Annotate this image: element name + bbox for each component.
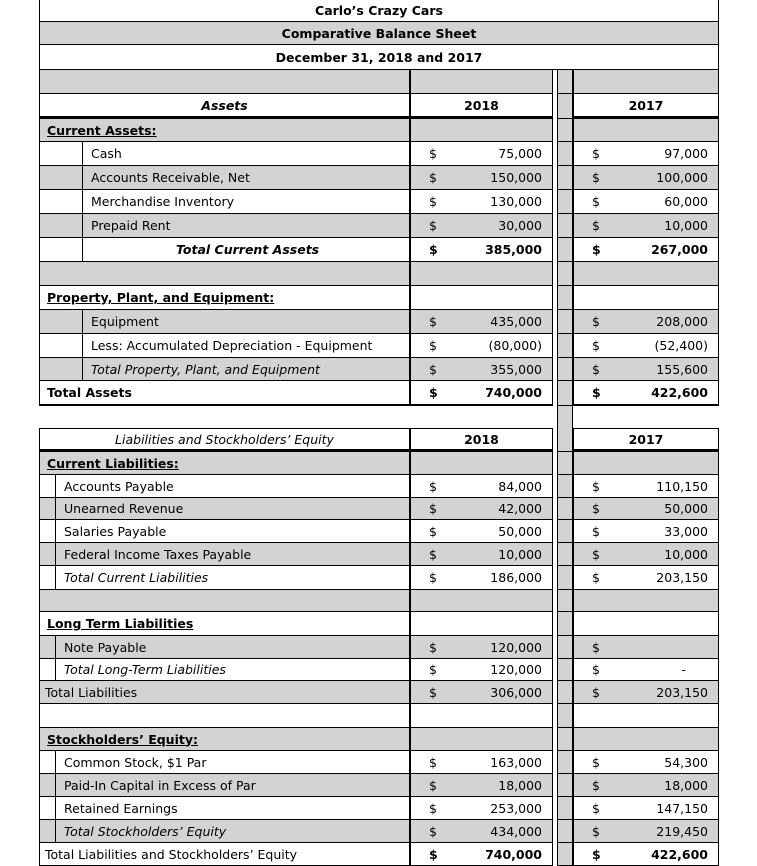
value-2017: 155,600 [656,361,708,377]
table-row [0,142,757,166]
column-separator [557,214,573,238]
liabilities-col-2018 [410,428,553,452]
current-assets-heading [39,119,410,142]
value-2018-cell [410,334,553,358]
table-row [0,190,757,214]
column-separator-gap [557,406,573,428]
dollar-sign: $ [592,684,600,700]
value-2018-cell [410,681,553,704]
table-row [0,310,757,334]
row-label-cell [39,636,410,659]
dollar-sign: $ [592,478,600,494]
value-2017: 10,000 [664,218,708,233]
row-label-cell [39,520,410,543]
value-2018: (80,000) [488,338,542,353]
value-2017-cell [573,190,719,214]
value-2018-cell [410,190,553,214]
column-separator [557,190,573,214]
value-2018: 120,000 [490,639,542,655]
row-label: Common Stock, $1 Par [64,754,207,770]
value-2018-cell [410,166,553,190]
value-2017: 110,150 [656,478,708,494]
value-2018: 84,000 [498,478,542,494]
value-2018: 130,000 [490,194,542,209]
total-current-liabilities-row [0,566,757,590]
column-separator [557,797,573,820]
current-assets-heading-row [0,119,757,142]
row-label-cell [39,659,410,681]
table-row [0,334,757,358]
total-assets-row [0,381,757,406]
value-2017-cell [573,543,719,566]
assets-gray-spacer [0,70,757,94]
column-separator [557,475,573,498]
dollar-sign: $ [592,523,600,539]
value-2018-cell [410,797,553,820]
row-label: Note Payable [64,639,147,655]
long-term-heading-text: Long Term Liabilities [47,616,194,631]
value-2018-cell [410,498,553,520]
stockholders-equity-heading [39,728,410,751]
row-label: Unearned Revenue [64,501,184,516]
value-2018: 434,000 [490,823,542,839]
value-2018-cell [410,214,553,238]
value-2018-cell [410,774,553,797]
value-2017: 54,300 [664,754,708,770]
spacer-2018-cell [410,590,553,612]
dollar-sign: $ [429,846,438,862]
column-separator [557,381,573,406]
row-label-cell [39,381,410,406]
table-row [0,214,757,238]
dollar-sign: $ [429,823,437,839]
column-separator [557,94,573,119]
gray-spacer-row [0,590,757,612]
value-2017: - [681,662,686,677]
dollar-sign: $ [592,662,600,677]
long-term-heading-row [0,612,757,636]
row-label-cell [39,566,410,590]
value-2017-cell [573,843,719,866]
statement-date-text: December 31, 2018 and 2017 [275,49,483,65]
stockholders-equity-heading-text: Stockholders’ Equity: [47,731,198,747]
table-row [0,797,757,820]
column-separator [557,70,573,94]
column-separator [557,728,573,751]
spacer-2017-cell [573,262,719,286]
value-2017: 219,450 [656,823,708,839]
stockholders-equity-heading-row [0,728,757,751]
row-label: Prepaid Rent [91,218,171,233]
row-label-cell [39,358,410,381]
value-2017: 203,150 [656,684,708,700]
row-label-cell [39,820,410,843]
column-separator [557,612,573,636]
empty-2017-cell [573,728,719,751]
row-label: Less: Accumulated Depreciation - Equipment [91,338,373,353]
value-2017-cell [573,520,719,543]
assets-col-2018 [410,94,553,119]
value-2018: 150,000 [490,170,542,185]
statement-title [39,22,719,45]
col-2018-text: 2018 [464,97,499,113]
blank-label-cell [39,704,410,728]
column-separator [557,310,573,334]
column-separator [557,358,573,381]
col-2018-text: 2018 [464,431,499,447]
dollar-sign: $ [429,478,437,494]
total-long-term-row [0,659,757,681]
value-2018: 163,000 [490,754,542,770]
company-name-text: Carlo’s Crazy Cars [315,3,443,18]
dollar-sign: $ [429,146,437,161]
value-2017: 50,000 [664,501,708,516]
current-liabilities-heading [39,452,410,475]
value-2018: 385,000 [485,242,542,257]
row-label-cell [39,774,410,797]
row-label-cell [39,843,410,866]
dollar-sign: $ [429,777,437,793]
long-term-heading [39,612,410,636]
total-liabilities-equity-row [0,843,757,866]
row-label-cell [39,498,410,520]
statement-date [39,45,719,70]
column-separator [557,452,573,475]
empty-2018-cell [410,119,553,142]
dollar-sign: $ [592,639,600,655]
row-label-cell [39,751,410,774]
liabilities-col-2017 [573,428,719,452]
row-label-cell [39,238,410,262]
current-assets-heading-text: Current Assets: [47,122,157,138]
row-label: Cash [91,146,122,161]
value-2017: 18,000 [664,777,708,793]
liabilities-header-row [0,428,757,452]
row-label: Total Liabilities and Stockholders’ Equity [45,846,298,862]
col-2017-text: 2017 [628,431,664,447]
value-2018-cell [410,659,553,681]
column-separator [557,751,573,774]
value-2018-cell [410,751,553,774]
value-2018-cell [410,142,553,166]
row-label: Total Liabilities [45,684,138,700]
empty-2017-cell [573,452,719,475]
column-separator [557,520,573,543]
dollar-sign: $ [429,800,437,816]
dollar-sign: $ [429,523,437,539]
spacer-2018-cell [410,70,553,94]
column-separator [557,820,573,843]
dollar-sign: $ [592,570,600,585]
dollar-sign: $ [592,777,600,793]
value-2018: 10,000 [498,546,542,562]
column-separator [557,590,573,612]
value-2017: 97,000 [664,146,708,161]
dollar-sign: $ [429,662,437,677]
dollar-sign: $ [592,361,600,377]
blank-row [0,704,757,728]
row-label-cell [39,166,410,190]
row-label: Paid-In Capital in Excess of Par [64,777,256,793]
spacer-2017-cell [573,590,719,612]
dollar-sign: $ [429,754,437,770]
row-label: Total Stockholders’ Equity [64,823,227,839]
ppe-heading-text: Property, Plant, and Equipment: [47,290,275,305]
row-label: Retained Earnings [64,800,178,816]
value-2017-cell [573,774,719,797]
value-2018-cell [410,520,553,543]
value-2017: (52,400) [654,338,708,353]
value-2018: 740,000 [485,846,542,862]
current-liabilities-heading-row [0,452,757,475]
value-2017: 422,600 [651,385,708,400]
total-liabilities-row [0,681,757,704]
value-2017-cell [573,751,719,774]
col-2017-text: 2017 [628,97,664,113]
dollar-sign: $ [429,170,437,185]
column-separator [557,498,573,520]
row-label-cell [39,797,410,820]
table-row [0,166,757,190]
column-separator [557,774,573,797]
column-separator [557,636,573,659]
company-name [39,0,719,22]
value-2017: 208,000 [656,314,708,329]
value-2017: 60,000 [664,194,708,209]
row-label: Total Assets [47,385,132,400]
value-2017: 147,150 [656,800,708,816]
assets-header-row [0,94,757,119]
column-separator [557,681,573,704]
column-separator [557,286,573,310]
dollar-sign: $ [592,146,600,161]
empty-2018-cell [410,612,553,636]
table-row [0,636,757,659]
value-2017: 100,000 [656,170,708,185]
liabilities-heading [39,428,410,452]
blank-2018-cell [410,704,553,728]
value-2018: 740,000 [485,385,542,400]
row-label: Merchandise Inventory [91,194,235,209]
dollar-sign: $ [592,754,600,770]
row-label: Accounts Receivable, Net [91,170,250,185]
row-label-cell [39,214,410,238]
value-2017-cell [573,310,719,334]
empty-2017-cell [573,612,719,636]
dollar-sign: $ [592,823,600,839]
dollar-sign: $ [592,546,600,562]
column-separator [557,262,573,286]
value-2018: 120,000 [490,662,542,677]
value-2017-cell [573,238,719,262]
value-2017: 33,000 [664,523,708,539]
value-2017-cell [573,334,719,358]
gray-spacer-row [0,262,757,286]
spacer-label-cell [39,590,410,612]
value-2018-cell [410,238,553,262]
value-2018: 30,000 [498,218,542,233]
row-label: Accounts Payable [64,478,174,494]
value-2018: 50,000 [498,523,542,539]
row-label: Total Long-Term Liabilities [64,662,226,677]
value-2018: 253,000 [490,800,542,816]
value-2017-cell [573,797,719,820]
column-separator [557,659,573,681]
value-2017-cell [573,475,719,498]
ppe-heading-row [0,286,757,310]
dollar-sign: $ [592,846,601,862]
value-2017: 267,000 [651,242,708,257]
empty-2017-cell [573,119,719,142]
statement-title-text: Comparative Balance Sheet [281,25,477,41]
dollar-sign: $ [429,218,437,233]
row-label: Salaries Payable [64,523,167,539]
dollar-sign: $ [592,218,600,233]
value-2017-cell [573,166,719,190]
value-2018: 75,000 [498,146,542,161]
empty-2018-cell [410,452,553,475]
value-2017-cell [573,659,719,681]
dollar-sign: $ [429,242,438,257]
dollar-sign: $ [592,170,600,185]
value-2017-cell [573,358,719,381]
value-2018-cell [410,843,553,866]
column-separator [557,119,573,142]
dollar-sign: $ [592,242,601,257]
row-label-cell [39,310,410,334]
value-2018: 355,000 [490,361,542,377]
row-label-cell [39,190,410,214]
dollar-sign: $ [592,385,601,400]
dollar-sign: $ [429,385,438,400]
empty-2017-cell [573,286,719,310]
row-label: Equipment [91,314,159,329]
column-separator [557,334,573,358]
dollar-sign: $ [592,501,600,516]
row-label: Federal Income Taxes Payable [64,546,252,562]
dollar-sign: $ [592,338,600,353]
column-separator [557,843,573,866]
dollar-sign: $ [592,194,600,209]
dollar-sign: $ [592,314,600,329]
value-2018: 42,000 [498,501,542,516]
value-2018-cell [410,543,553,566]
dollar-sign: $ [592,800,600,816]
column-separator [557,142,573,166]
value-2018: 435,000 [490,314,542,329]
current-liabilities-heading-text: Current Liabilities: [47,455,179,471]
row-label-cell [39,475,410,498]
row-label-cell [39,334,410,358]
assets-heading-text: Assets [201,97,248,113]
column-separator [557,566,573,590]
value-2017: 203,150 [656,570,708,585]
value-2017-cell [573,681,719,704]
assets-col-2017 [573,94,719,119]
value-2018-cell [410,310,553,334]
column-separator [557,704,573,728]
column-separator [557,238,573,262]
row-label: Total Property, Plant, and Equipment [91,361,320,377]
value-2017-cell [573,820,719,843]
row-label: Total Current Assets [176,242,320,257]
total-ppe-row [0,358,757,381]
spacer-2018-cell [410,262,553,286]
empty-2018-cell [410,728,553,751]
table-row [0,475,757,498]
value-2017-cell [573,566,719,590]
dollar-sign: $ [429,684,437,700]
ppe-heading [39,286,410,310]
value-2018-cell [410,381,553,406]
value-2017-cell [573,636,719,659]
blank-2017-cell [573,704,719,728]
value-2018-cell [410,566,553,590]
column-separator [557,166,573,190]
table-row [0,751,757,774]
dollar-sign: $ [429,546,437,562]
row-label: Total Current Liabilities [64,570,209,585]
spacer-label-cell [39,70,410,94]
value-2018: 186,000 [490,570,542,585]
value-2018-cell [410,358,553,381]
total-stockholders-equity-row [0,820,757,843]
row-label-cell [39,543,410,566]
value-2017-cell [573,142,719,166]
value-2018: 18,000 [498,777,542,793]
value-2018: 306,000 [490,684,542,700]
assets-heading [39,94,410,119]
dollar-sign: $ [429,361,437,377]
liabilities-heading-text: Liabilities and Stockholders’ Equity [115,431,334,447]
table-row [0,774,757,797]
dollar-sign: $ [429,314,437,329]
column-separator [557,428,573,452]
value-2017-cell [573,214,719,238]
value-2018-cell [410,636,553,659]
value-2017: 422,600 [651,846,708,862]
value-2018-cell [410,475,553,498]
value-2017-cell [573,498,719,520]
dollar-sign: $ [429,570,437,585]
spacer-label-cell [39,262,410,286]
dollar-sign: $ [429,194,437,209]
column-separator [557,543,573,566]
spacer-2017-cell [573,70,719,94]
total-current-assets-row [0,238,757,262]
value-2018-cell [410,820,553,843]
empty-2018-cell [410,286,553,310]
dollar-sign: $ [429,501,437,516]
dollar-sign: $ [429,639,437,655]
table-row [0,520,757,543]
table-row [0,498,757,520]
row-label-cell [39,142,410,166]
row-label-cell [39,681,410,704]
value-2017: 10,000 [664,546,708,562]
table-row [0,543,757,566]
dollar-sign: $ [429,338,437,353]
value-2017-cell [573,381,719,406]
